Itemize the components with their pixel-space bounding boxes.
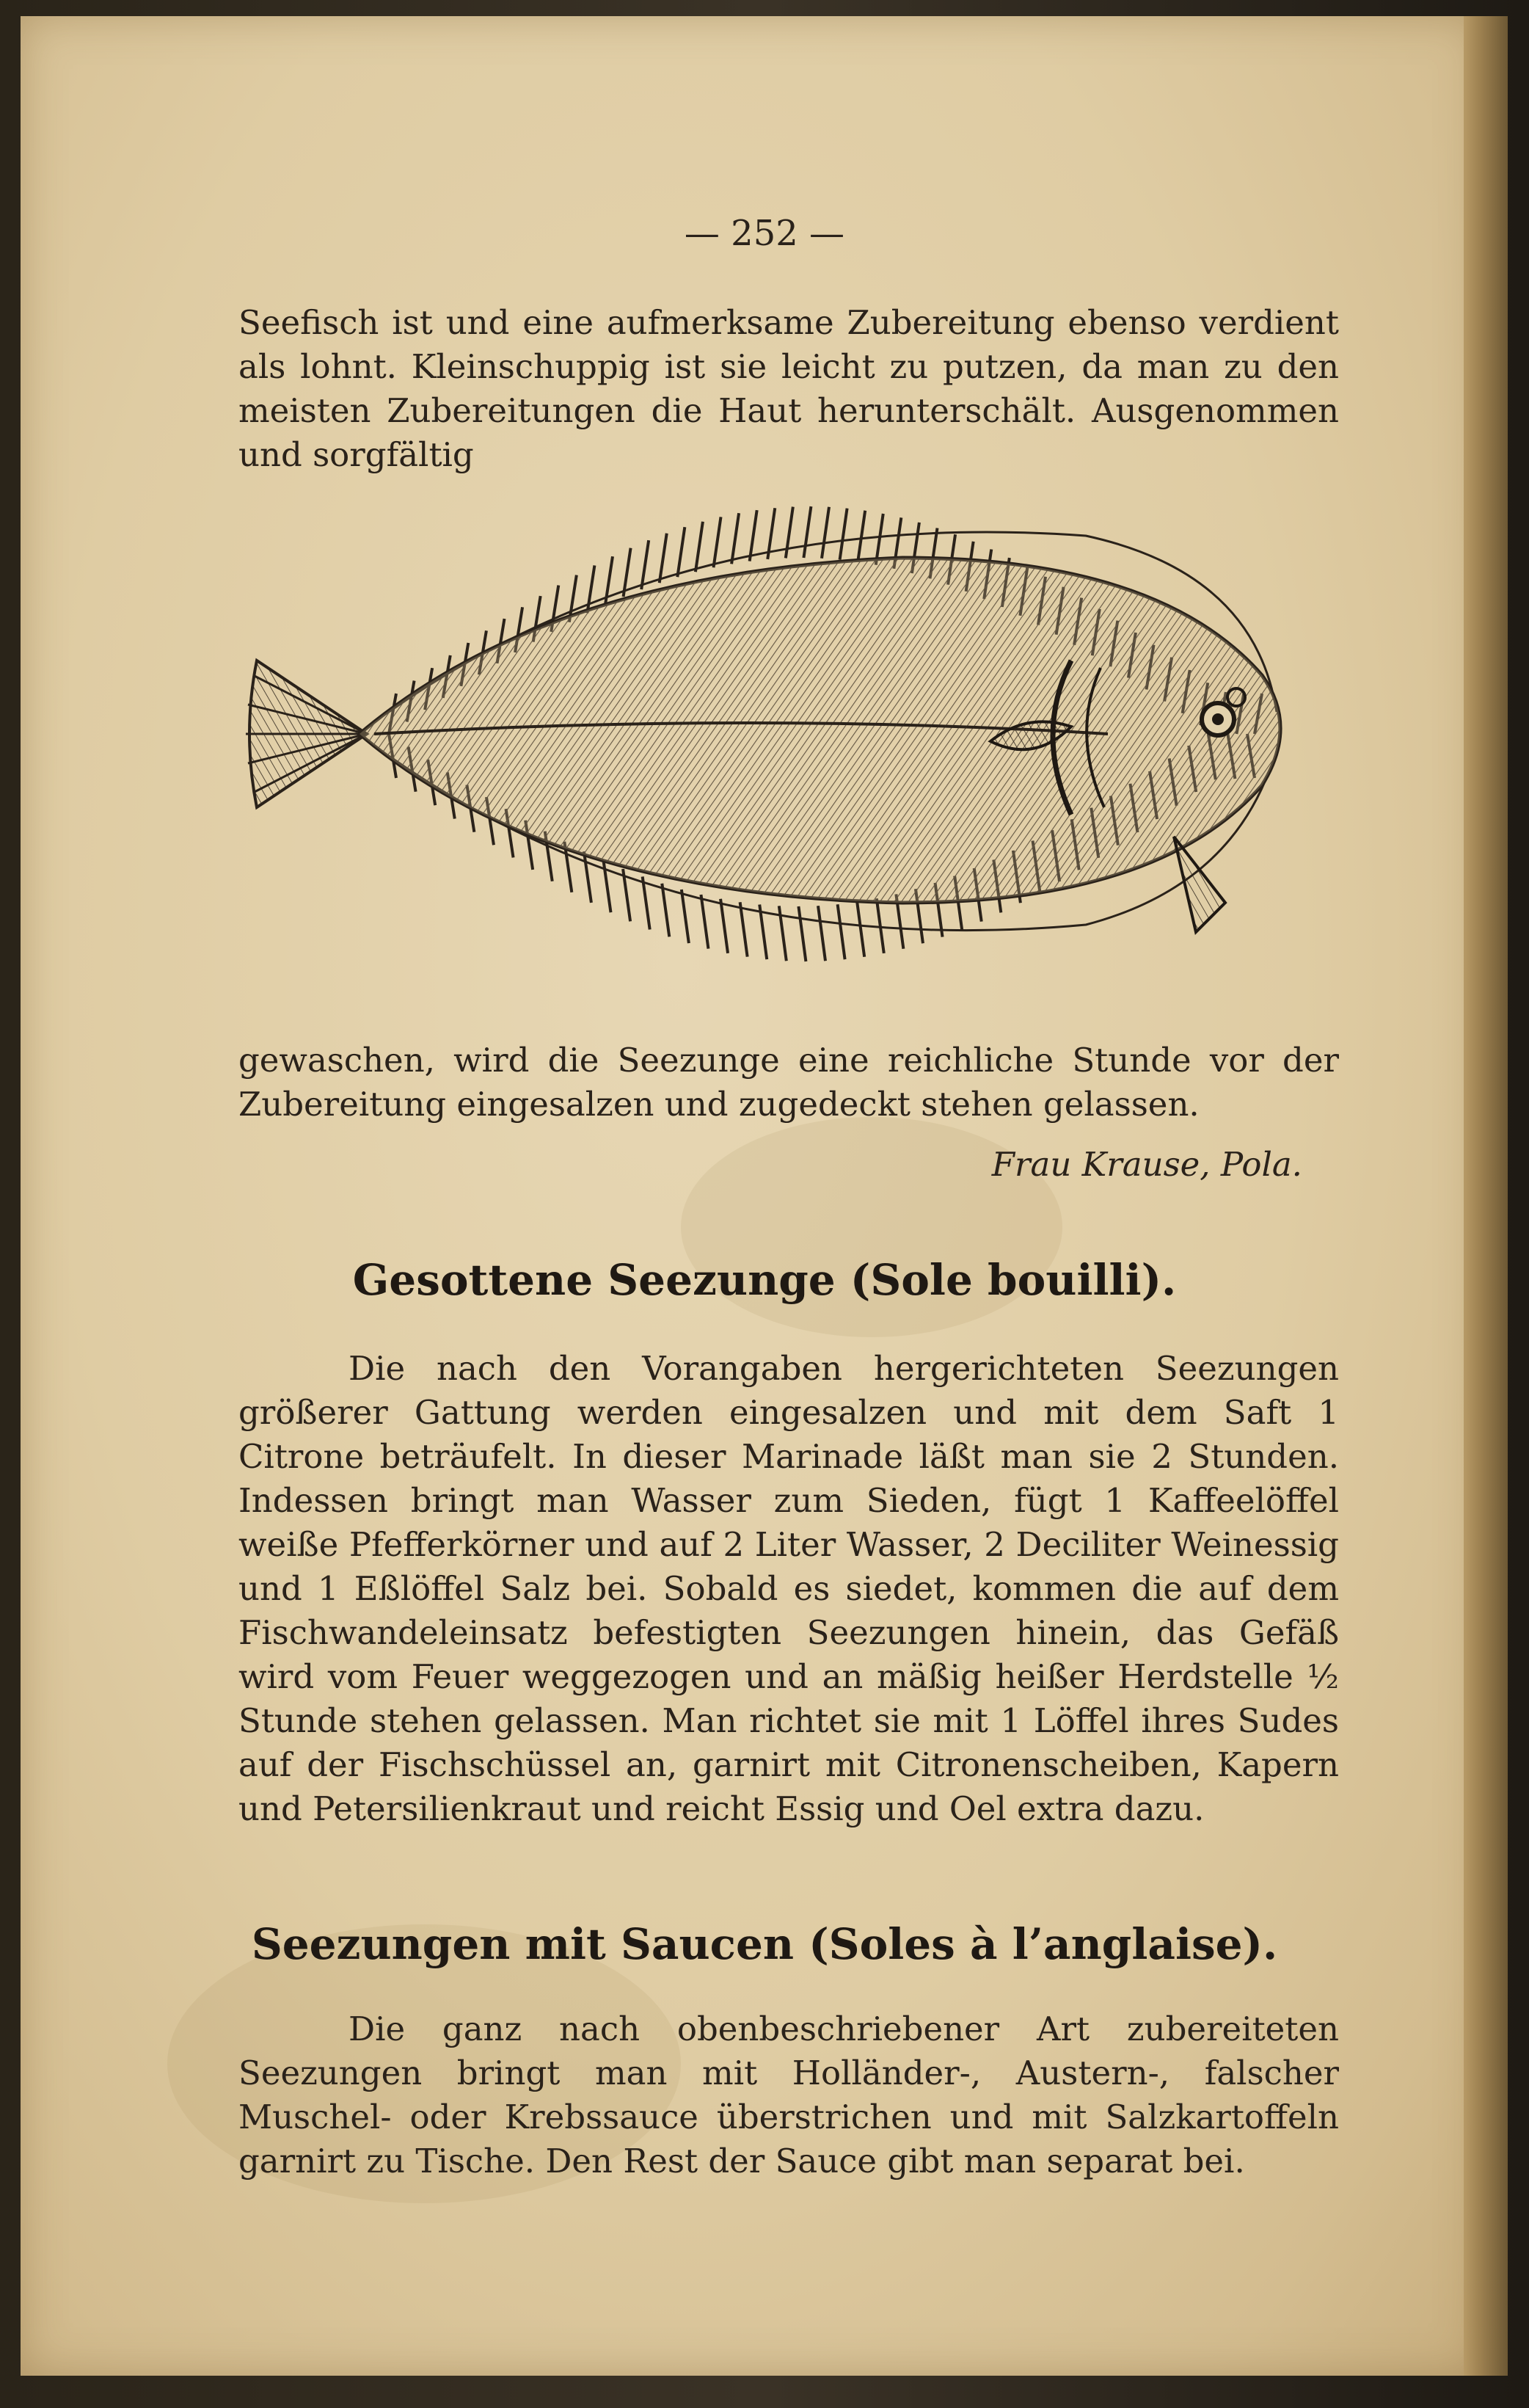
ventral-fin-ray <box>682 890 689 943</box>
recipe2-heading <box>0 1919 1529 1969</box>
dorsal-fin-ray <box>786 507 793 559</box>
dorsal-fin-ray <box>840 509 847 560</box>
page-number: — 252 — <box>684 213 845 254</box>
intro-paragraph-top: Seefisch ist und eine aufmerksame Zubereitung ebenso verdient als lohnt. Kleinschuppig ist sie leicht zu putzen, da man zu den meisten Zubereitungen die Haut herunterschält. Ausgenommen und sorgfältig <box>238 303 1339 474</box>
ventral-fin-ray <box>740 902 748 956</box>
dorsal-fin-ray <box>696 522 703 572</box>
sole-fish-icon <box>242 492 1328 976</box>
ventral-fin-ray <box>798 906 806 961</box>
recipe1-subtitle: (Sole bouilli). <box>850 1255 1177 1305</box>
recipe1-title: Gesottene Seezunge <box>352 1255 836 1305</box>
ventral-fin-ray <box>720 899 728 953</box>
ventral-fin-ray <box>877 898 884 953</box>
intro-paragraph-bottom: gewaschen, wird die Seezunge eine reichliche Stunde vor der Zubereitung eingesalzen und zugedeckt stehen gelassen. <box>238 1041 1339 1124</box>
ventral-fin-ray <box>818 906 825 961</box>
dorsal-fin-ray <box>731 513 739 564</box>
dorsal-fin-ray <box>677 527 685 577</box>
dorsal-fin-ray <box>822 507 829 559</box>
ventral-fin-ray <box>838 904 845 959</box>
dorsal-fin-ray <box>803 506 811 558</box>
ventral-fin-ray <box>857 902 864 957</box>
dorsal-fin-ray <box>714 517 721 567</box>
dorsal-fin-ray <box>587 565 594 613</box>
dorsal-fin-ray <box>660 534 667 583</box>
recipe1-body: Die nach den Vorangaben hergerichteten Seezungen größerer Gattung werden eingesalzen und mit dem Saft 1 Citrone beträufelt. In dieser Marinade läßt man sie 2 Stunden. Indessen bringt man Wasser zum Sieden, fügt 1 Kaffeelöffel weiße Pfefferkörner und auf 2 Liter Wasser, 2 Deciliter Weinessig und 1 Eßlöffel Salz bei. Sobald es siedet, kommen die auf dem Fischwandeleinsatz befestigten Seezungen hinein, das Gefäß wird vom Feuer weggezogen und an mäßig heißer Herdstelle ½ Stunde stehen gelassen. Man richtet sie mit 1 Löffel ihres Sudes auf der Fischschüssel an, garnirt mit Citronenscheiben, Kapern und Petersilienkraut und reicht Essig und Oel extra dazu. <box>238 1349 1339 1828</box>
recipe1-heading <box>0 1255 1529 1305</box>
ventral-fin-ray <box>701 895 708 949</box>
dorsal-fin-ray <box>858 511 865 562</box>
book-spine <box>1464 16 1508 2376</box>
recipe2-subtitle: (Soles à l’anglaise). <box>809 1919 1278 1969</box>
ventral-fin-ray <box>584 851 591 903</box>
recipe-author: Frau Krause, Pola. <box>991 1145 1302 1184</box>
recipe2-body: Die ganz nach obenbeschriebener Art zubereiteten Seezungen bringt man mit Holländer-, Austern-, falscher Muschel- oder Krebssauce überstrichen und mit Salzkartoffeln garnirt zu Tische. Den Rest der Sauce gibt man separat bei. <box>238 2009 1339 2180</box>
recipe2-title: Seezungen mit Saucen <box>251 1919 795 1969</box>
ventral-fin-ray <box>662 884 669 937</box>
